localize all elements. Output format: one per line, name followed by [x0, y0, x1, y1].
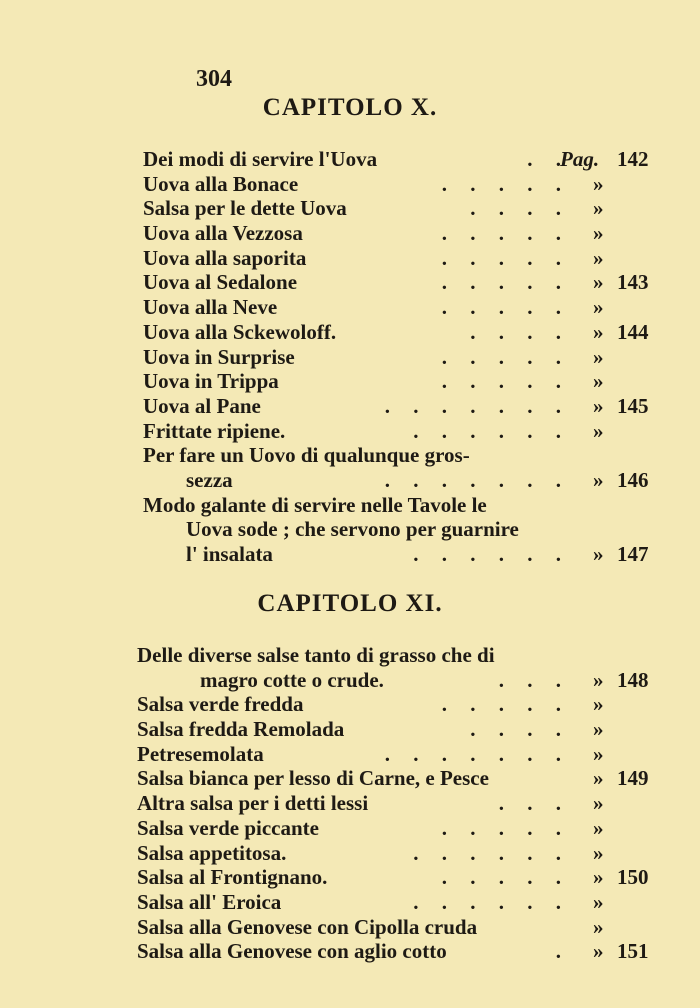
ditto-mark: » — [593, 840, 604, 865]
ditto-mark: » — [593, 667, 604, 692]
toc-entry-line — [0, 717, 700, 742]
entry-title: Salsa all' Eroica — [137, 889, 282, 914]
leader-dots: . . . . . . — [413, 542, 570, 566]
ditto-mark: » — [593, 369, 604, 394]
page-ref-number: 144 — [617, 319, 649, 344]
leader-dots: . . . . . . — [413, 840, 570, 865]
leader-dots: . . . . . — [441, 295, 570, 320]
ditto-mark: » — [593, 418, 604, 443]
leader-dots: . . . . — [470, 319, 570, 344]
leader-dots: . . . . . . — [413, 418, 570, 443]
page-ref-number: 146 — [617, 467, 649, 492]
toc-entry-line — [0, 443, 700, 468]
ditto-mark: » — [593, 865, 604, 890]
ditto-mark: » — [593, 717, 604, 742]
leader-dots: . . . . . — [441, 865, 570, 890]
entry-title: Per fare un Uovo di qualunque gros- — [143, 443, 470, 468]
entry-title: Salsa alla Genovese con aglio cotto — [137, 939, 447, 964]
ditto-mark: » — [593, 344, 604, 369]
leader-dots: . . . . . . — [413, 889, 570, 914]
entry-title: Salsa verde piccante — [137, 815, 319, 840]
page-ref-number: 145 — [617, 393, 649, 418]
ditto-mark: » — [593, 815, 604, 840]
toc-entry-line — [0, 345, 700, 370]
toc-entry-line — [0, 816, 700, 841]
ditto-mark: » — [593, 221, 604, 246]
entry-title: Frittate ripiene. — [143, 418, 286, 443]
toc-entry-line — [0, 841, 700, 866]
entry-title: Salsa appetitosa. — [137, 840, 287, 865]
page-ref-number: 151 — [617, 939, 649, 964]
toc-entry-line — [0, 270, 700, 295]
entry-title: Uova in Surprise — [143, 344, 295, 369]
page-ref-number: 150 — [617, 865, 649, 890]
entry-title: Uova alla Bonace — [143, 171, 299, 196]
page-ref-label: Pag. — [560, 147, 600, 171]
leader-dots: . . . . . — [441, 171, 570, 196]
ditto-mark: » — [593, 914, 604, 939]
leader-dots: . . . . . . . — [384, 467, 570, 492]
toc-entry-line — [0, 939, 700, 964]
toc-entry-line — [0, 295, 700, 320]
entry-title: Salsa per le dette Uova — [143, 196, 347, 221]
leader-dots: . . . . . — [441, 344, 570, 369]
entry-title: Altra salsa per i detti lessi — [137, 791, 369, 816]
entry-title: Uova in Trippa — [143, 369, 279, 394]
entry-title: Delle diverse salse tanto di grasso che di — [137, 643, 495, 667]
toc-entry-line — [0, 147, 700, 172]
leader-dots: . . . . . — [441, 369, 570, 394]
chapter-title: CAPITOLO XI. — [257, 590, 443, 617]
entry-title: Uova alla Neve — [143, 295, 278, 320]
toc-entry-line — [0, 791, 700, 816]
entry-title: sezza — [186, 467, 233, 492]
toc-entry-line — [0, 742, 700, 767]
leader-dots: . . . . . — [441, 692, 570, 717]
page-ref-number: 148 — [617, 667, 649, 692]
entry-title: Uova al Sedalone — [143, 270, 298, 295]
ditto-mark: » — [593, 791, 604, 816]
toc-entry-line — [0, 643, 700, 668]
toc-entry-line — [0, 320, 700, 345]
toc-entry-line — [0, 196, 700, 221]
entry-title: magro cotte o crude. — [200, 667, 384, 692]
page-ref-number: 149 — [617, 766, 649, 791]
toc-entry-line — [0, 542, 700, 567]
ditto-mark: » — [593, 295, 604, 320]
entry-title: Uova sode ; che servono per guarnire — [186, 517, 519, 542]
entry-title: Uova alla Vezzosa — [143, 221, 303, 246]
toc-entry-line — [0, 766, 700, 791]
entry-title: Salsa verde fredda — [137, 692, 304, 717]
toc-entry-line — [0, 246, 700, 271]
ditto-mark: » — [593, 766, 604, 791]
entry-title: Petresemolata — [137, 741, 264, 766]
ditto-mark: » — [593, 467, 604, 492]
toc-section — [0, 147, 700, 567]
leader-dots: . . . . . — [441, 815, 570, 840]
toc-entry-line — [0, 493, 700, 518]
entry-title: Modo galante di servire nelle Tavole le — [143, 492, 487, 517]
leader-dots: . . — [527, 147, 570, 171]
ditto-mark: » — [593, 889, 604, 914]
toc-entry-line — [0, 221, 700, 246]
leader-dots: . — [555, 939, 570, 964]
entry-title: Dei modi di servire l'Uova — [143, 147, 378, 171]
leader-dots: . . . — [498, 667, 570, 692]
toc-entry-line — [0, 915, 700, 940]
toc-entry-line — [0, 369, 700, 394]
leader-dots: . . . . . . . — [384, 741, 570, 766]
toc-entry-line — [0, 419, 700, 444]
toc-entry-line — [0, 890, 700, 915]
page-ref-number: 142 — [617, 147, 649, 171]
chapter-title: CAPITOLO X. — [262, 94, 438, 121]
ditto-mark: » — [593, 171, 604, 196]
entry-title: Uova al Pane — [143, 393, 261, 418]
toc-entry-line — [0, 668, 700, 693]
entry-title: Salsa al Frontignano. — [137, 865, 328, 890]
leader-dots: . . . . . — [441, 221, 570, 246]
entry-title: Salsa fredda Remolada — [137, 717, 345, 742]
toc-entry-line — [0, 865, 700, 890]
leader-dots: . . . . — [470, 717, 570, 742]
entry-title: l' insalata — [186, 542, 273, 566]
toc-entry-line — [0, 517, 700, 542]
ditto-mark: » — [593, 270, 604, 295]
entry-title: Salsa alla Genovese con Cipolla cruda — [137, 914, 478, 939]
entry-title: Uova alla saporita — [143, 245, 307, 270]
ditto-mark: » — [593, 741, 604, 766]
ditto-mark: » — [593, 245, 604, 270]
leader-dots: . . . . . — [441, 270, 570, 295]
toc-entry-line — [0, 172, 700, 197]
leader-dots: . . . . . — [441, 245, 570, 270]
entry-title: Uova alla Sckewoloff. — [143, 319, 337, 344]
toc-entry-line — [0, 394, 700, 419]
ditto-mark: » — [593, 393, 604, 418]
page-number: 304 — [196, 66, 232, 92]
toc-entry-line — [0, 468, 700, 493]
leader-dots: . . . . — [470, 196, 570, 221]
ditto-mark: » — [593, 939, 604, 964]
ditto-mark: » — [593, 542, 604, 566]
leader-dots: . . . — [498, 791, 570, 816]
entry-title: Salsa bianca per lesso di Carne, e Pesce — [137, 766, 489, 791]
ditto-mark: » — [593, 196, 604, 221]
toc-entry-line — [0, 692, 700, 717]
page-ref-number: 143 — [617, 270, 649, 295]
leader-dots: . . . . . . . — [384, 393, 570, 418]
toc-section — [0, 643, 700, 964]
ditto-mark: » — [593, 692, 604, 717]
ditto-mark: » — [593, 319, 604, 344]
page-ref-number: 147 — [617, 542, 649, 566]
